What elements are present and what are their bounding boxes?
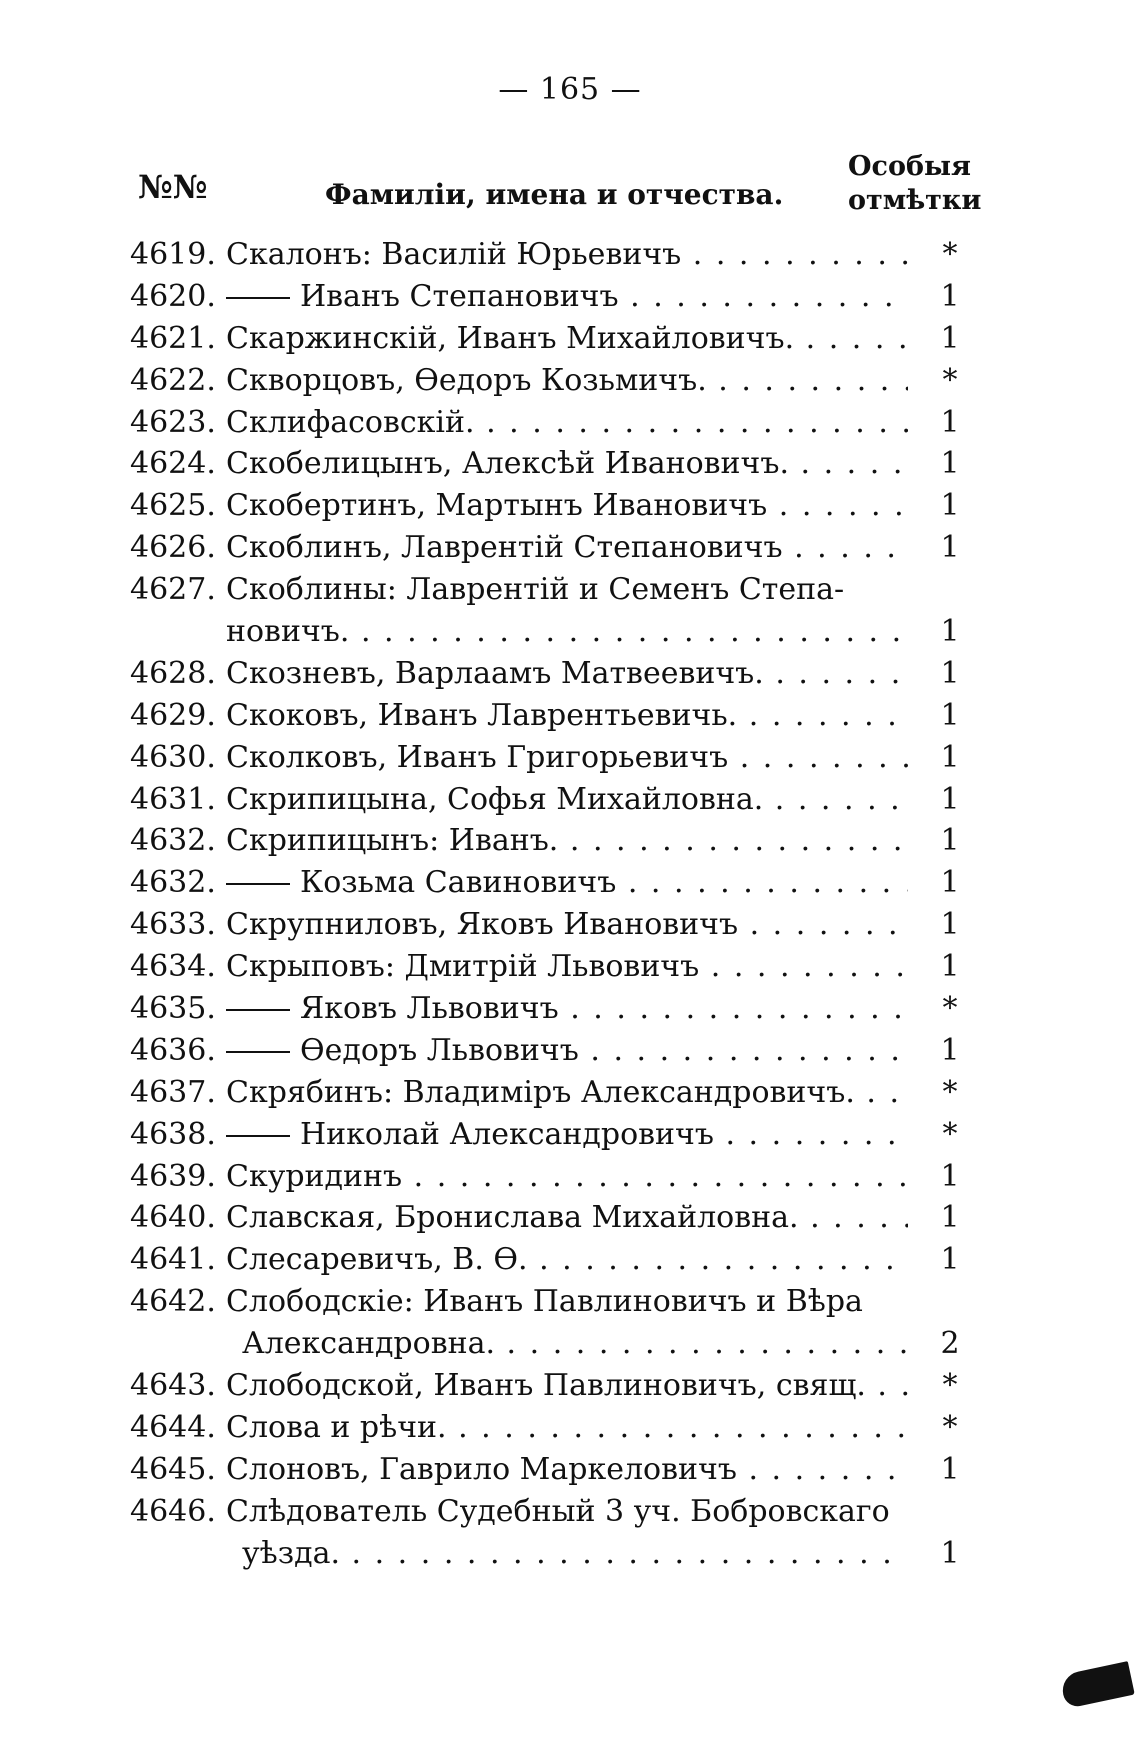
- entry-name: [226, 1072, 908, 1114]
- entry-number: 4637.: [130, 1074, 216, 1110]
- entry-number: 4644.: [130, 1409, 216, 1445]
- entry-number: 4621.: [130, 320, 216, 356]
- entry-name-text: Скрипицына, Софья Михайловна.: [226, 781, 764, 817]
- entry-note: 1: [940, 1200, 960, 1236]
- list-item: [130, 485, 970, 527]
- entry-name-text: Скоблинъ, Лаврентій Степановичъ: [226, 530, 783, 566]
- column-header: [0, 150, 1140, 222]
- entry-line: [130, 1197, 970, 1239]
- entry-number: 4638.: [130, 1116, 216, 1152]
- entry-number: 4635.: [130, 991, 216, 1027]
- list-item: [130, 1239, 970, 1281]
- list-item: [130, 695, 970, 737]
- entry-name: [226, 569, 908, 611]
- entry-line: [130, 862, 970, 904]
- entry-name-text: Слободскіе: Иванъ Павлиновичъ и Вѣра: [226, 1284, 863, 1320]
- entry-number: 4633.: [130, 907, 216, 943]
- entry-name: [226, 695, 908, 737]
- entry-number: 4646.: [130, 1493, 216, 1529]
- entry-line: [130, 695, 970, 737]
- list-item: [130, 988, 970, 1030]
- entry-note: *: [942, 1368, 958, 1404]
- entry-name: [226, 653, 908, 695]
- entry-note: 1: [940, 655, 960, 691]
- entry-line: [130, 1365, 970, 1407]
- entry-name-text: Скобертинъ, Мартынъ Ивановичъ: [226, 488, 768, 524]
- list-item: [130, 1156, 970, 1198]
- number-column-header: №№: [138, 168, 208, 206]
- entry-note: 1: [940, 278, 960, 314]
- entry-name: [226, 1407, 908, 1449]
- entry-name: [226, 862, 908, 904]
- list-item: [130, 569, 970, 653]
- names-column-header: Фамиліи, имена и отчества.: [325, 178, 784, 211]
- list-item: [130, 1030, 970, 1072]
- entry-name-text: Өедоръ Львовичъ: [300, 1032, 579, 1068]
- entry-name-text: Слободской, Иванъ Павлиновичъ, свящ.: [226, 1368, 866, 1404]
- entry-note: 1: [940, 823, 960, 859]
- entry-name: [226, 1281, 908, 1323]
- entry-line: [130, 1407, 970, 1449]
- entry-note: 1: [940, 1451, 960, 1487]
- entry-number: 4632.: [130, 823, 216, 859]
- entry-note: *: [942, 1409, 958, 1445]
- entry-name: [226, 276, 908, 318]
- entry-name-text: Скобелицынъ, Алексѣй Ивановичъ.: [226, 446, 789, 482]
- entry-number: 4645.: [130, 1451, 216, 1487]
- entry-line: [130, 569, 970, 611]
- entry-name: [226, 1197, 908, 1239]
- entry-number: 4631.: [130, 781, 216, 817]
- list-item: [130, 527, 970, 569]
- entry-line: [130, 443, 970, 485]
- entry-number: 4628.: [130, 655, 216, 691]
- ditto-dash: [226, 1051, 290, 1053]
- entry-number: 4627.: [130, 572, 216, 608]
- list-item: [130, 862, 970, 904]
- entry-name: [226, 1030, 908, 1072]
- entry-name: [226, 1239, 908, 1281]
- entry-name: [226, 988, 908, 1030]
- entry-name-text: Слова и рѣчи.: [226, 1409, 447, 1445]
- entry-name-text: Слесаревичъ, В. Ө.: [226, 1242, 528, 1278]
- entry-number: 4640.: [130, 1200, 216, 1236]
- ditto-dash: [226, 883, 290, 885]
- entry-line: [130, 1281, 970, 1323]
- entry-name: [226, 1449, 908, 1491]
- list-item: [130, 234, 970, 276]
- entry-note: *: [942, 237, 958, 272]
- list-item: [130, 276, 970, 318]
- ink-blot: [1059, 1661, 1135, 1709]
- entry-line: [130, 318, 970, 360]
- list-item: [130, 1365, 970, 1407]
- list-item: [130, 820, 970, 862]
- list-item: [130, 737, 970, 779]
- entry-name-text: Яковъ Львовичъ: [300, 991, 559, 1027]
- entry-name-text: Скрыповъ: Дмитрій Львовичъ: [226, 949, 700, 985]
- entry-name-text: Скалонъ: Василій Юрьевичъ: [226, 237, 682, 272]
- entry-note: *: [942, 991, 958, 1027]
- entry-number: 4642.: [130, 1284, 216, 1320]
- entry-name-text: Склифасовскій.: [226, 404, 475, 440]
- entry-note: *: [942, 362, 958, 398]
- list-item: [130, 360, 970, 402]
- entry-number: 4639.: [130, 1158, 216, 1194]
- entry-line: [130, 360, 970, 402]
- list-item: [130, 1491, 970, 1575]
- entry-line: [130, 904, 970, 946]
- entry-name: [242, 1323, 908, 1365]
- notes-column-header: [848, 150, 982, 218]
- entry-number: 4623.: [130, 404, 216, 440]
- entry-name: [226, 485, 908, 527]
- entry-continuation-line: [130, 1323, 970, 1365]
- entry-number: 4619.: [130, 237, 216, 272]
- entry-note: 1: [940, 781, 960, 817]
- entry-note: 1: [940, 404, 960, 440]
- entry-name-text: Скоблины: Лаврентій и Семенъ Степа-: [226, 572, 845, 608]
- entry-line: [130, 653, 970, 695]
- entry-line: [130, 779, 970, 821]
- entry-line: [130, 1072, 970, 1114]
- entry-line: [130, 1030, 970, 1072]
- list-item: [130, 443, 970, 485]
- entry-name: [226, 443, 908, 485]
- entry-note: 1: [940, 697, 960, 733]
- entry-name: [226, 779, 908, 821]
- list-item: [130, 1072, 970, 1114]
- entry-line: [130, 1114, 970, 1156]
- entry-name: [226, 1156, 908, 1198]
- entry-number: 4632.: [130, 865, 216, 901]
- entry-number: 4625.: [130, 488, 216, 524]
- entry-note: 1: [940, 488, 960, 524]
- entry-number: 4622.: [130, 362, 216, 398]
- entry-note: 1: [940, 530, 960, 566]
- list-item: [130, 653, 970, 695]
- entry-line: [130, 946, 970, 988]
- entry-number: 4636.: [130, 1032, 216, 1068]
- list-item: [130, 1407, 970, 1449]
- entry-name-text: Александровна.: [242, 1326, 496, 1362]
- entry-line: [130, 737, 970, 779]
- entry-note: 1: [940, 739, 960, 775]
- entry-name: [226, 904, 908, 946]
- entry-name-text: Слоновъ, Гаврило Маркеловичъ: [226, 1451, 737, 1487]
- entry-number: 4626.: [130, 530, 216, 566]
- entry-note: 1: [940, 614, 960, 650]
- entry-line: [130, 820, 970, 862]
- entry-name-text: Скрябинъ: Владиміръ Александровичъ.: [226, 1074, 855, 1110]
- entry-name-text: Скворцовъ, Өедоръ Козьмичъ.: [226, 362, 707, 398]
- entry-line: [130, 1156, 970, 1198]
- entry-name-text: Скуридинъ: [226, 1158, 403, 1194]
- entry-number: 4620.: [130, 278, 216, 314]
- list-item: [130, 1197, 970, 1239]
- entry-line: [130, 1449, 970, 1491]
- ditto-dash: [226, 297, 290, 299]
- entry-line: [130, 485, 970, 527]
- entry-name: [226, 1491, 908, 1533]
- entry-note: *: [942, 1116, 958, 1152]
- entry-note: 1: [940, 907, 960, 943]
- list-item: [130, 1449, 970, 1491]
- entry-note: 2: [940, 1326, 960, 1362]
- list-item: [130, 1281, 970, 1365]
- entry-name-text: новичъ.: [226, 614, 350, 650]
- notes-header-line1: Особыя: [848, 151, 971, 182]
- entry-number: 4624.: [130, 446, 216, 482]
- entry-number: 4643.: [130, 1368, 216, 1404]
- entry-name: [226, 1365, 908, 1407]
- entry-name: [226, 527, 908, 569]
- entry-line: [130, 234, 970, 276]
- entry-note: 1: [940, 865, 960, 901]
- entry-name: [242, 1533, 908, 1575]
- entry-number: 4629.: [130, 697, 216, 733]
- entry-name-text: Сколковъ, Иванъ Григорьевичъ: [226, 739, 729, 775]
- entry-name-text: Слѣдователь Судебный 3 уч. Бобровскаго: [226, 1493, 890, 1529]
- entry-line: [130, 402, 970, 444]
- list-item: [130, 779, 970, 821]
- entry-note: 1: [940, 320, 960, 356]
- entry-name-text: Козьма Савиновичъ: [300, 865, 617, 901]
- entry-name: [226, 1114, 908, 1156]
- ditto-dash: [226, 1135, 290, 1137]
- entry-name: [226, 946, 908, 988]
- entry-name-text: Скрипицынъ: Иванъ.: [226, 823, 559, 859]
- entry-name-text: Скаржинскій, Иванъ Михайловичъ.: [226, 320, 795, 356]
- entry-note: 1: [940, 1158, 960, 1194]
- entry-line: [130, 1491, 970, 1533]
- list-item: [130, 1114, 970, 1156]
- entry-name-text: Скоковъ, Иванъ Лаврентьевичь.: [226, 697, 738, 733]
- entry-continuation-line: [130, 1533, 970, 1575]
- entry-name: [226, 611, 908, 653]
- entry-line: [130, 276, 970, 318]
- page-number: — 165 —: [498, 72, 642, 107]
- entry-note: 1: [940, 1535, 960, 1571]
- entry-name: [226, 402, 908, 444]
- entry-name-text: Скрупниловъ, Яковъ Ивановичъ: [226, 907, 739, 943]
- entry-name: [226, 234, 908, 276]
- entry-note: 1: [940, 1032, 960, 1068]
- entry-number: 4634.: [130, 949, 216, 985]
- entry-note: 1: [940, 446, 960, 482]
- entry-name-text: Скозневъ, Варлаамъ Матвеевичъ.: [226, 655, 764, 691]
- ditto-dash: [226, 1009, 290, 1011]
- entry-note: 1: [940, 949, 960, 985]
- entry-number: 4630.: [130, 739, 216, 775]
- entry-continuation-line: [130, 611, 970, 653]
- entry-list: [130, 234, 970, 1575]
- entry-name-text: Иванъ Степановичъ: [300, 278, 619, 314]
- notes-header-line2: отмѣтки: [848, 185, 982, 216]
- entry-line: [130, 527, 970, 569]
- entry-name: [226, 318, 908, 360]
- entry-number: 4641.: [130, 1242, 216, 1278]
- list-item: [130, 402, 970, 444]
- entry-note: 1: [940, 1242, 960, 1278]
- entry-name-text: Николай Александровичъ: [300, 1116, 714, 1152]
- entry-name-text: Славская, Бронислава Михайловна.: [226, 1200, 799, 1236]
- entry-line: [130, 1239, 970, 1281]
- entry-note: *: [942, 1074, 958, 1110]
- entry-name: [226, 360, 908, 402]
- entry-name: [226, 820, 908, 862]
- entry-name: [226, 737, 908, 779]
- list-item: [130, 946, 970, 988]
- entry-line: [130, 988, 970, 1030]
- list-item: [130, 318, 970, 360]
- entry-name-text: уѣзда.: [242, 1535, 340, 1571]
- list-item: [130, 904, 970, 946]
